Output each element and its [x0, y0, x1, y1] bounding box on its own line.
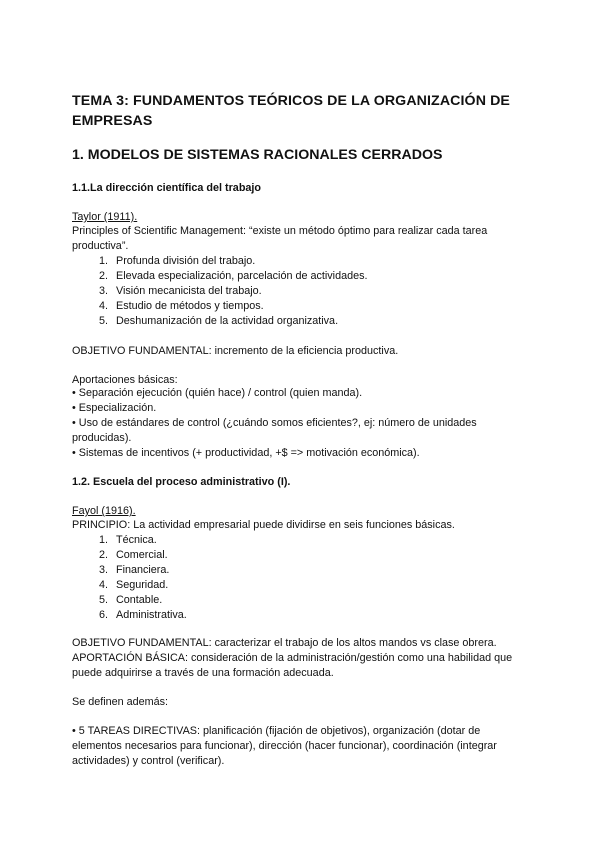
- fayol-aportacion-line-2: puede adquirirse a través de una formación adecuada.: [72, 667, 334, 679]
- tareas-line: • 5 TAREAS DIRECTIVAS: planificación (fijación de objetivos), organización (dotar de: [72, 725, 481, 737]
- list-number: 4.: [98, 579, 108, 591]
- tareas-line: elementos necesarios para funcionar), dirección (hacer funcionar), coordinación (integrar: [72, 740, 497, 752]
- list-text: Profunda división del trabajo.: [116, 255, 256, 267]
- list-number: 4.: [98, 300, 108, 312]
- list-text: Elevada especialización, parcelación de actividades.: [116, 270, 368, 282]
- list-item: [72, 563, 169, 578]
- list-text: Estudio de métodos y tiempos.: [116, 300, 264, 312]
- list-number: 3.: [98, 564, 108, 576]
- list-item: [72, 578, 168, 593]
- list-number: 2.: [98, 549, 108, 561]
- list-item: [72, 608, 187, 623]
- subsection-heading-1-2: 1.2. Escuela del proceso administrativo (I).: [72, 476, 291, 488]
- fayol-author: Fayol (1916).: [72, 505, 136, 517]
- list-item: [72, 269, 367, 284]
- list-item: [72, 299, 264, 314]
- list-number: 5.: [98, 315, 108, 327]
- taylor-author: Taylor (1911).: [72, 211, 138, 223]
- list-number: 6.: [98, 609, 108, 621]
- fayol-aportacion-line-1: APORTACIÓN BÁSICA: consideración de la administración/gestión como una habilidad que: [72, 652, 513, 664]
- aportacion-line: • Especialización.: [72, 402, 157, 414]
- taylor-objetivo: OBJETIVO FUNDAMENTAL: incremento de la eficiencia productiva.: [72, 345, 399, 357]
- list-text: Financiera.: [116, 564, 170, 576]
- list-text: Contable.: [116, 594, 163, 606]
- taylor-intro-line-2: productiva”.: [72, 240, 129, 252]
- aportacion-line: • Uso de estándares de control (¿cuándo somos eficientes?, ej: número de unidades: [72, 417, 477, 429]
- list-text: Deshumanización de la actividad organizativa.: [116, 315, 339, 327]
- fayol-principio: PRINCIPIO: La actividad empresarial puede dividirse en seis funciones básicas.: [72, 519, 455, 531]
- list-text: Comercial.: [116, 549, 168, 561]
- list-item: [72, 548, 168, 563]
- list-text: Técnica.: [116, 534, 157, 546]
- list-text: Seguridad.: [116, 579, 169, 591]
- list-text: Visión mecanicista del trabajo.: [116, 285, 262, 297]
- list-item: [72, 593, 162, 608]
- list-item: [72, 254, 255, 269]
- list-number: 2.: [98, 270, 108, 282]
- list-text: Administrativa.: [116, 609, 187, 621]
- aportacion-line: producidas).: [72, 432, 132, 444]
- aportacion-line: • Sistemas de incentivos (+ productividad, +$ => motivación económica).: [72, 447, 420, 459]
- list-number: 1.: [98, 255, 108, 267]
- list-number: 1.: [98, 534, 108, 546]
- section-heading-1: 1. MODELOS DE SISTEMAS RACIONALES CERRADOS: [72, 147, 443, 163]
- aportacion-line: • Separación ejecución (quién hace) / control (quien manda).: [72, 387, 363, 399]
- se-definen: Se definen además:: [72, 696, 169, 708]
- list-item: [72, 314, 338, 329]
- title-line-1: TEMA 3: FUNDAMENTOS TEÓRICOS DE LA ORGANIZACIÓN DE: [72, 93, 510, 109]
- subsection-heading-1-1: 1.1.La dirección científica del trabajo: [72, 182, 262, 194]
- document-title: [72, 91, 532, 131]
- fayol-objetivo: OBJETIVO FUNDAMENTAL: caracterizar el trabajo de los altos mandos vs clase obrera.: [72, 637, 497, 649]
- list-number: 5.: [98, 594, 108, 606]
- list-number: 3.: [98, 285, 108, 297]
- list-item: [72, 284, 262, 299]
- taylor-intro-line-1: Principles of Scientific Management: “existe un método óptimo para realizar cada tarea: [72, 225, 488, 237]
- list-item: [72, 533, 157, 548]
- title-line-2: EMPRESAS: [72, 113, 153, 129]
- aportaciones-title: Aportaciones básicas:: [72, 374, 178, 386]
- tareas-line: actividades) y control (verificar).: [72, 755, 225, 767]
